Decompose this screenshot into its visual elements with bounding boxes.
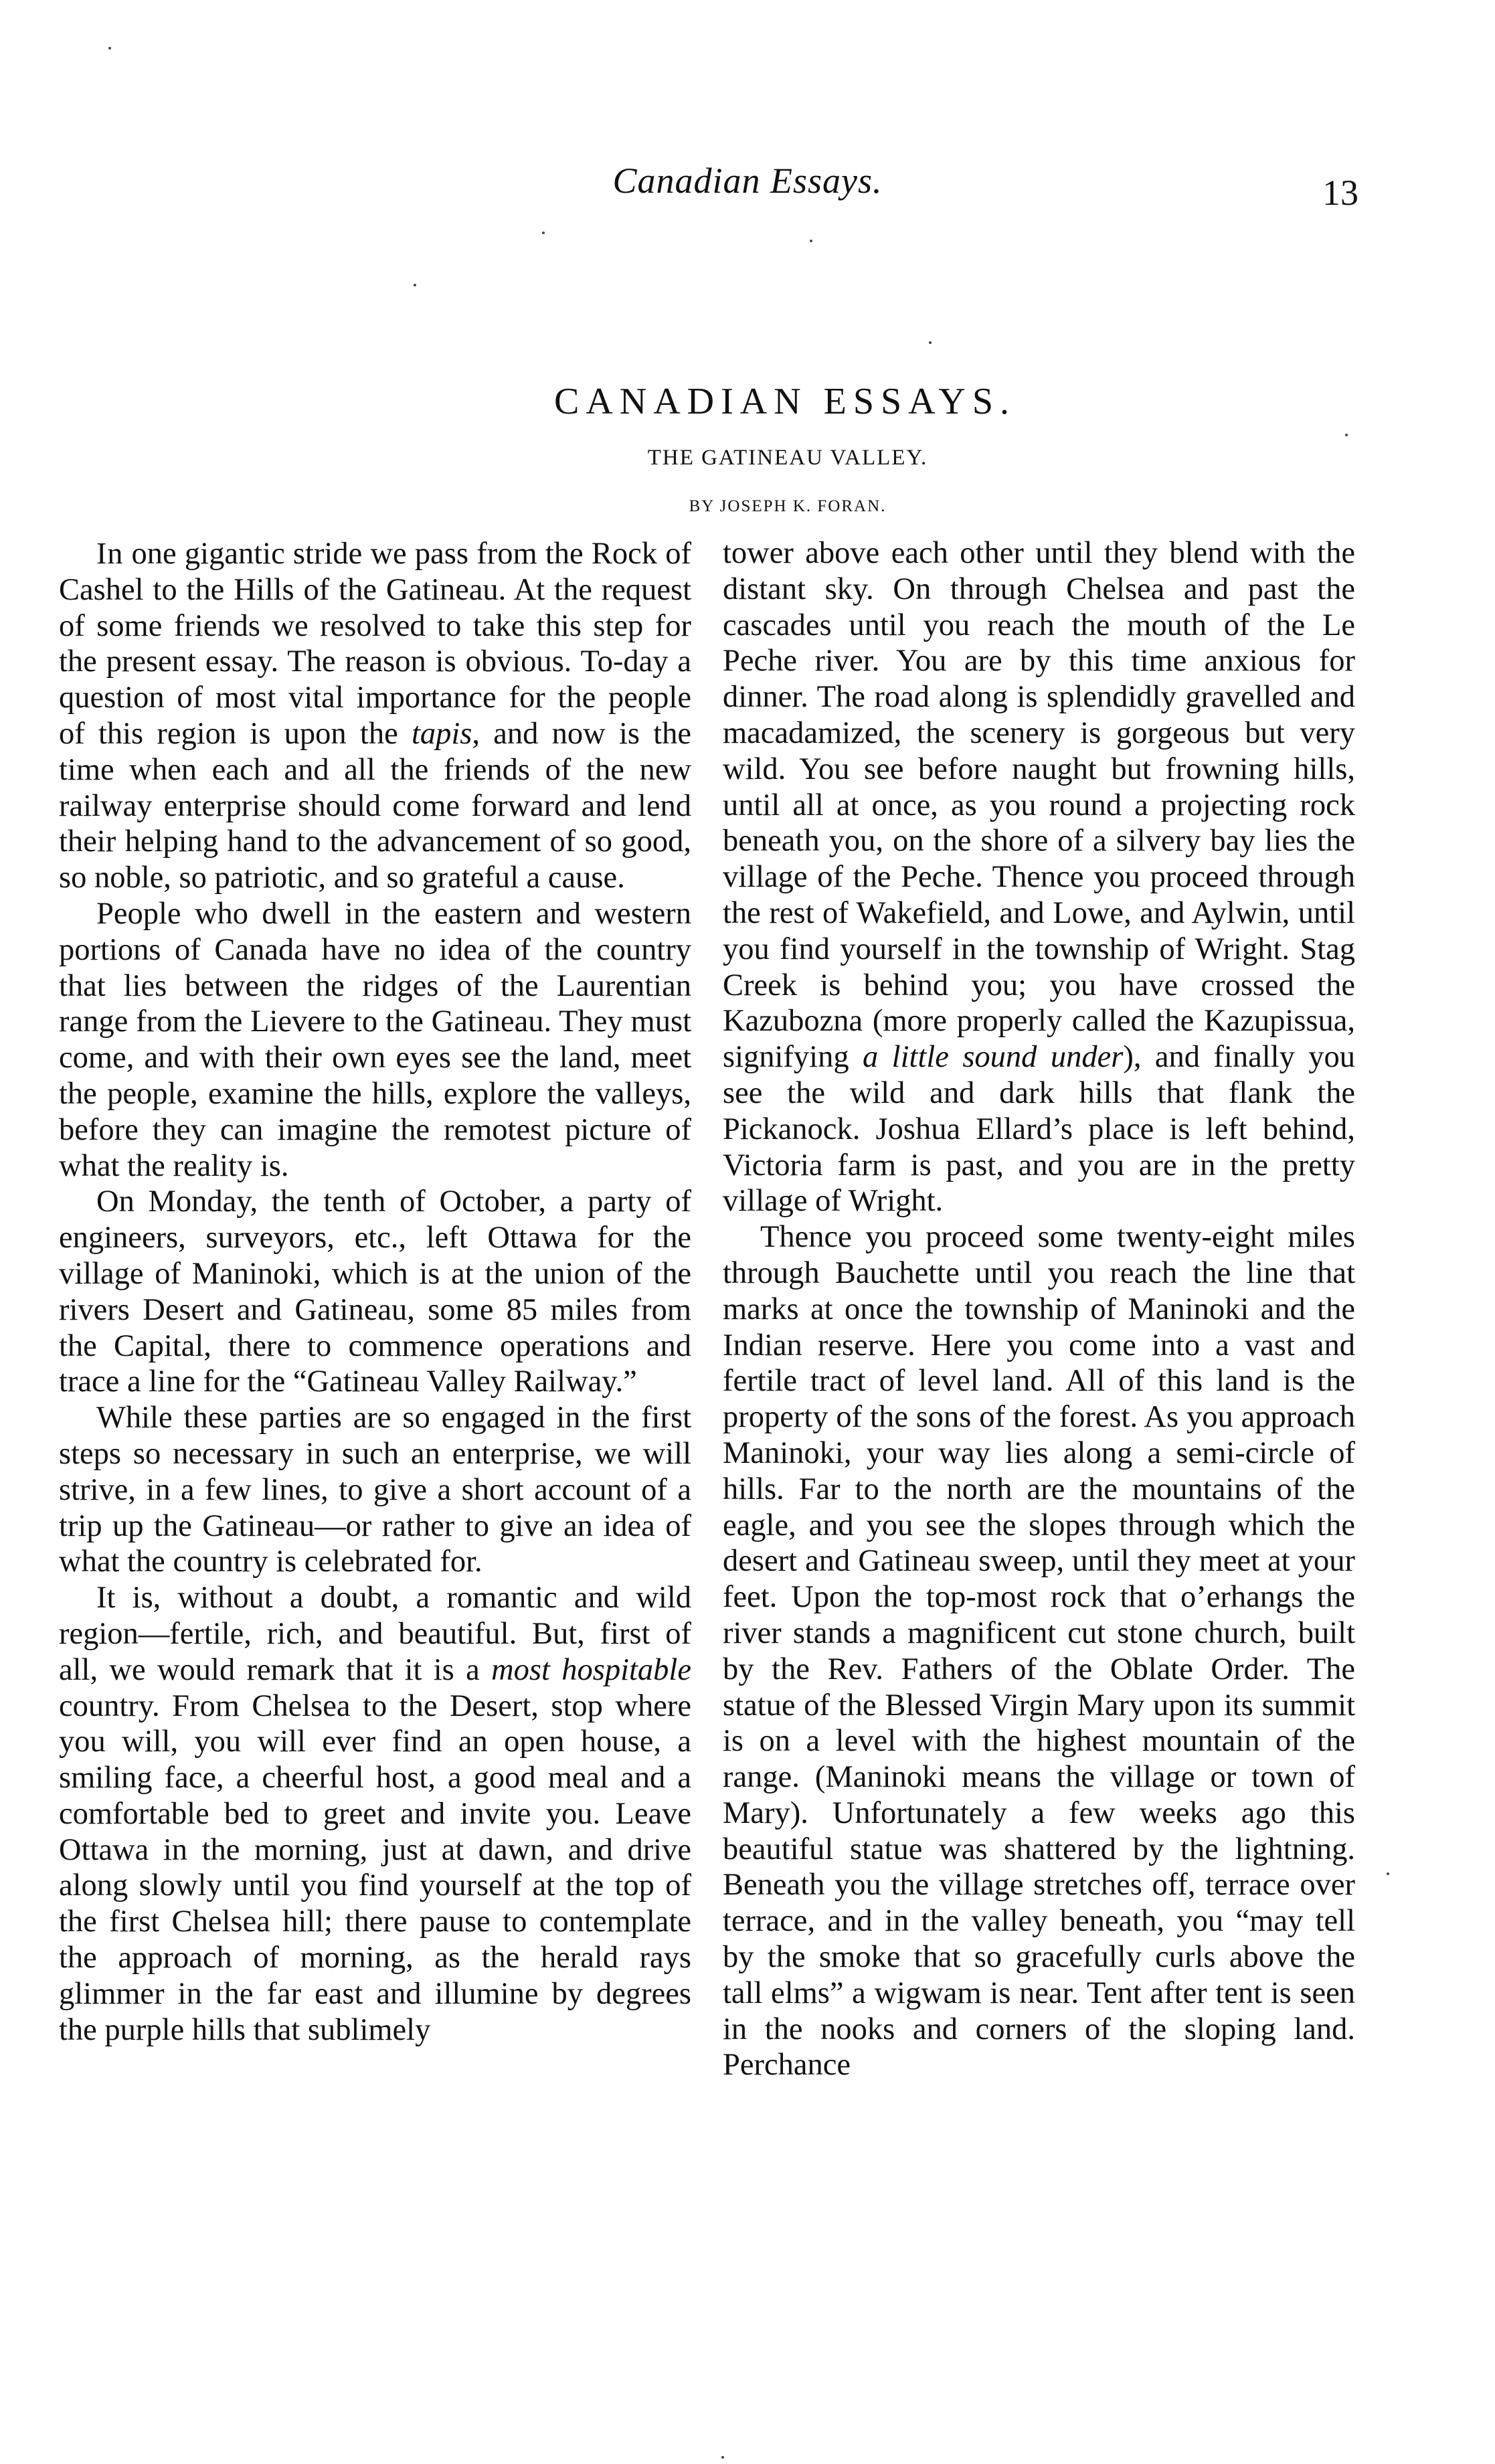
paragraph: While these parties are so engaged in the first steps so necessary in such an enterprise, we will strive, in a few lines, to give a short account of a trip up the Gatineau—or rather to give an idea of what the country is celebrated for.: [59, 1401, 691, 1579]
emphasis-text: a little sound under: [863, 1040, 1124, 1075]
emphasis-text: tapis: [411, 716, 472, 751]
paper-speck: [542, 232, 545, 234]
text-column-right: [723, 535, 1355, 2083]
paper-speck: [810, 240, 812, 242]
paragraph-text: tower above each other until they blend with the distant sky. On through Chelsea and past the cascades until you reach the mouth of the Le Peche river. You are by this time anxious for dinner. The road along is splendidly gravelled and macadamized, the scenery is gorgeous but very wild. You see before naught but frowning hills, until all at once, as you round a projecting rock beneath you, on the shore of a silvery bay lies the village of the Peche. Thence you proceed through the rest of Wakefield, and Lowe, and Aylwin, until you find yourself in the township of Wright. Stag Creek is behind you; you have crossed the Kazubozna (more properly called the Kazupissua, signifying: [723, 536, 1355, 1075]
paper-speck: [1387, 1872, 1389, 1875]
paragraph-text: one gigantic stride we pass from the Rock of Cashel to the Hills of the Gatineau. At the request of some friends we resolved to take this step for the present essay. The reason is obvious. To-day a question of most vital importance for the people of this region is upon the: [59, 537, 691, 751]
paper-speck: [1345, 434, 1348, 436]
paragraph: [59, 1580, 691, 2048]
paper-speck: [721, 2456, 724, 2459]
emphasis-text: most hospitable: [491, 1652, 691, 1687]
paragraph-lead-word: In: [96, 536, 124, 570]
paper-speck: [108, 47, 111, 50]
article-byline: BY JOSEPH K. FORAN.: [689, 497, 887, 515]
paragraph: [59, 535, 691, 896]
article-subtitle: THE GATINEAU VALLEY.: [647, 446, 928, 470]
paragraph-text: country. From Chelsea to the Desert, stop where you will, you will ever find an open house, a smiling face, a cheerful host, a good meal and a comfortable bed to greet and invite you. Leave Ottawa in the morning, just at dawn, and drive along slowly until you find yourself at the top of the first Chelsea hill; there pause to contemplate the approach of morning, as the herald rays glimmer in the far east and illumine by degrees the purple hills that sublimely: [59, 1688, 691, 2047]
paragraph-text: , and now is the time when each and all the friends of the new railway enterprise should come forward and lend their helping hand to the advancement of so good, so noble, so patriotic, and so grateful a cause.: [59, 716, 691, 895]
article-title: CANADIAN ESSAYS.: [553, 381, 1017, 422]
paragraph: [723, 535, 1355, 1219]
paper-speck: [414, 284, 416, 286]
paragraph-text: ), and finally you see the wild and dark hills that flank the Pickanock. Joshua Ellard’s place is left behind, Victoria farm is past, and you are in the pretty village of Wright.: [723, 1040, 1355, 1219]
paragraph: People who dwell in the eastern and western portions of Canada have no idea of the country that lies between the ridges of the Laurentian range from the Lievere to the Gatineau. They must come, and with their own eyes see the land, meet the people, examine the hills, explore the valleys, before they can imagine the remotest picture of what the reality is.: [59, 896, 691, 1183]
paper-speck: [929, 341, 932, 344]
paragraph-text: It is, without a doubt, a romantic and wild region—fertile, rich, and beautiful. But, first of all, we would remark that it is a: [59, 1581, 691, 1687]
page-number: 13: [1322, 173, 1358, 213]
running-head-title: Canadian Essays.: [612, 161, 883, 201]
text-column-left: [59, 535, 691, 2048]
paragraph: Thence you proceed some twenty-eight miles through Bauchette until you reach the line that marks at once the township of Maninoki and the Indian reserve. Here you come into a vast and fertile tract of level land. All of this land is the property of the sons of the forest. As you approach Maninoki, your way lies along a semi-circle of hills. Far to the north are the mountains of the eagle, and you see the slopes through which the desert and Gatineau sweep, until they meet at your feet. Upon the top-most rock that o’erhangs the river stands a magnificent cut stone church, built by the Rev. Fathers of the Oblate Order. The statue of the Blessed Virgin Mary upon its summit is on a level with the highest mountain of the range. (Maninoki means the village or town of Mary). Unfortunately a few weeks ago this beautiful statue was shattered by the lightning. Beneath you the village stretches off, terrace over terrace, and in the valley beneath, you “may tell by the smoke that so gracefully curls above the tall elms” a wigwam is near. Tent after tent is seen in the nooks and corners of the sloping land. Perchance: [723, 1220, 1355, 2083]
paragraph: On Monday, the tenth of October, a party of engineers, surveyors, etc., left Ottawa for the village of Maninoki, which is at the union of the rivers Desert and Gatineau, some 85 miles from the Capital, there to commence operations and trace a line for the “Gatineau Valley Railway.”: [59, 1184, 691, 1399]
